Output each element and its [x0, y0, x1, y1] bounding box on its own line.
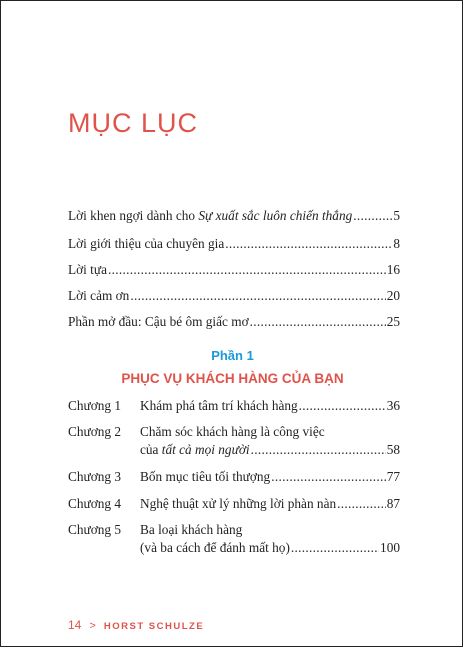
toc-entry[interactable] — [68, 288, 400, 304]
entry-title: Lời tựa — [68, 262, 107, 277]
page-footer — [68, 618, 204, 632]
chapter-title: Bốn mục tiêu tối thượng — [140, 469, 271, 484]
dot-leader — [353, 208, 392, 224]
chapter-label: Chương 2 — [68, 424, 122, 439]
chapter-title-continued: (và ba cách để đánh mất họ) — [140, 540, 290, 555]
dot-leader — [225, 236, 392, 252]
chapter-title-continued: của tất cả mọi người — [140, 442, 250, 457]
part-label: Phần 1 — [211, 348, 254, 363]
dot-leader — [250, 314, 386, 330]
chapter-title: Ba loại khách hàng — [140, 522, 243, 537]
chapter-page: 77 — [386, 469, 400, 484]
chapter-page: 87 — [386, 496, 400, 511]
entry-title: Lời khen ngợi dành cho Sự xuất sắc luôn chiến thắng — [68, 208, 353, 223]
footer-author: HORST SCHULZE — [103, 621, 205, 632]
chapter-page: 100 — [380, 540, 400, 555]
chapter-label: Chương 5 — [68, 522, 122, 537]
footer-page-number: 14 — [68, 618, 82, 632]
toc-entry[interactable] — [68, 314, 400, 330]
toc-entry[interactable] — [68, 236, 400, 252]
footer-separator: > — [89, 620, 96, 632]
entry-page: 5 — [393, 208, 400, 223]
chapter-label: Chương 3 — [68, 469, 122, 484]
entry-title: Lời giới thiệu của chuyên gia — [68, 236, 225, 251]
dot-leader — [299, 398, 386, 414]
chapter-title: Khám phá tâm trí khách hàng — [140, 398, 298, 413]
toc-entry[interactable] — [68, 208, 400, 224]
chapter-label: Chương 1 — [68, 398, 122, 413]
entry-title: Phần mở đầu: Cậu bé ôm giấc mơ — [68, 314, 249, 329]
chapter-page: 58 — [386, 442, 400, 457]
entry-title: Lời cảm ơn — [68, 288, 130, 303]
chapter-label: Chương 4 — [68, 496, 122, 511]
dot-leader — [291, 540, 379, 556]
dot-leader — [271, 469, 385, 485]
entry-page: 25 — [386, 314, 400, 329]
dot-leader — [251, 442, 386, 458]
part-title: PHỤC VỤ KHÁCH HÀNG CỦA BẠN — [121, 371, 344, 386]
toc-entry[interactable] — [68, 262, 400, 278]
entry-page: 8 — [393, 236, 400, 251]
chapter-title: Chăm sóc khách hàng là công việc — [140, 424, 325, 439]
dot-leader — [337, 496, 386, 512]
chapter-page: 36 — [386, 398, 400, 413]
dot-leader — [108, 262, 386, 278]
entry-page: 20 — [386, 288, 400, 303]
dot-leader — [130, 288, 385, 304]
page-title: MỤC LỤC — [68, 108, 199, 138]
chapter-title: Nghệ thuật xử lý những lời phàn nàn — [140, 496, 337, 511]
entry-page: 16 — [386, 262, 400, 277]
